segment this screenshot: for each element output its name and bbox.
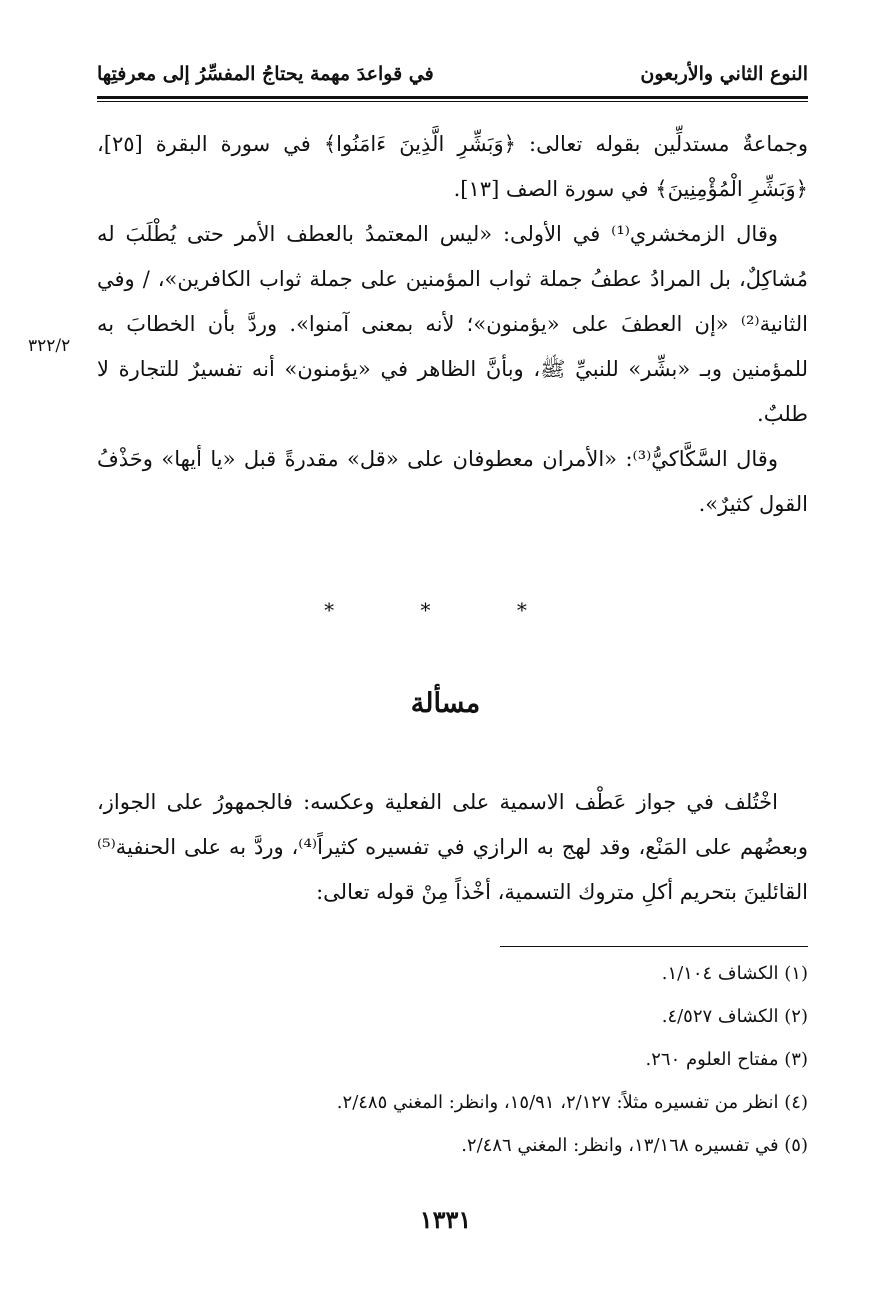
- margin-reference: ٣٢٢/٢: [28, 336, 71, 356]
- footnote-3: (٣) مفتاح العلوم ٢٦٠.: [645, 1049, 808, 1070]
- footnote-rule: [500, 946, 808, 947]
- header-chapter-title: النوع الثاني والأربعون: [640, 63, 808, 85]
- section-text-block: [97, 780, 808, 915]
- main-text-block: [97, 122, 808, 527]
- footnote-5: (٥) في تفسيره ١٣/١٦٨، وانظر: المغني ٢/٤٨٦.: [461, 1135, 808, 1156]
- footnote-2: (٢) الكشاف ٤/٥٢٧.: [661, 1006, 808, 1027]
- footnotes: [97, 952, 808, 1167]
- footnote-4: (٤) انظر من تفسيره مثلاً: ٢/١٢٧، ١٥/٩١، وانظر: المغني ٢/٤٨٥.: [336, 1092, 808, 1113]
- page-number: ١٣٣١: [419, 1205, 472, 1234]
- section-heading: مسألة: [410, 688, 481, 719]
- section-separator-stars: * * *: [324, 598, 567, 622]
- section-paragraph: اخْتُلف في جواز عَطْف الاسمية على الفعلية وعكسه: فالجمهورُ على الجواز، وبعضُهم على المَنْع، وقد لهج به الرازي في تفسيره كثيراً⁽⁴⁾، وردَّ به على الحنفية⁽⁵⁾ القائلينَ بتحريم أكلِ متروك التسمية، أخْذاً مِنْ قوله تعالى:: [97, 790, 808, 904]
- running-header: [97, 52, 808, 96]
- header-section-title: في قواعدَ مهمة يحتاجُ المفسِّرُ إلى معرفتِها: [97, 63, 434, 85]
- paragraph-3: وقال السَّكَّاكيُّ⁽³⁾: «الأمران معطوفان على «قل» مقدرةً قبل «يا أيها» وحَذْفُ القول كثيرٌ».: [97, 447, 808, 516]
- header-rule-thick: [97, 96, 808, 99]
- paragraph-1: وجماعةٌ مستدلِّين بقوله تعالى: ﴿وَبَشِّرِ الَّذِينَ ءَامَنُوا﴾ في سورة البقرة [٢٥]، ﴿وَبَشِّرِ الْمُؤْمِنِينَ﴾ في سورة الصف [١٣].: [97, 132, 808, 201]
- header-rule-thin: [97, 101, 808, 102]
- paragraph-2: وقال الزمخشري⁽¹⁾ في الأولى: «ليس المعتمدُ بالعطف الأمر حتى يُطْلَبَ له مُشاكِلٌ، بل المرادُ عطفُ جملة ثواب المؤمنين على جملة ثواب الكافرين»، / وفي الثانية⁽²⁾ «إن العطفَ على «يؤمنون»؛ لأنه بمعنى آمنوا». وردَّ بأن الخطابَ به للمؤمنين وبـ «بشِّر» للنبيِّ ﷺ، وبأنَّ الظاهر في «يؤمنون» أنه تفسيرٌ للتجارة لا طلبٌ.: [97, 222, 808, 426]
- footnote-1: (١) الكشاف ١/١٠٤.: [661, 963, 808, 984]
